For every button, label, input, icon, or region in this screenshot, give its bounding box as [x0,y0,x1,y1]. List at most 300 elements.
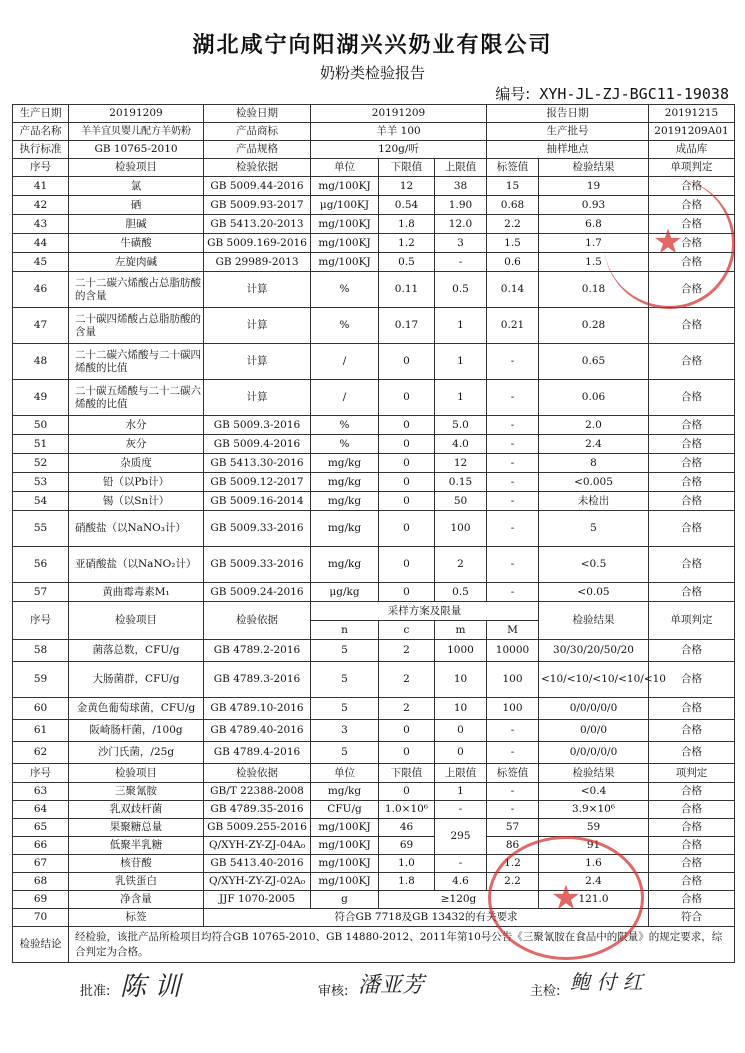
cell-result: 6.8 [539,215,649,234]
cell-label-value: - [487,801,539,819]
cell-M: - [487,720,539,742]
cell-seq: 44 [13,234,69,253]
cell-verdict: 合格 [649,492,735,511]
cell-basis: 计算 [204,308,311,344]
cell-basis: GB 5009.24-2016 [204,583,311,602]
cell-label-value: - [487,454,539,473]
cell-item: 金黄色葡萄球菌，CFU/g [69,698,204,720]
cell-lower: 1.0×10⁶ [379,801,435,819]
col-header-basis: 检验依据 [204,764,311,783]
cell-upper: - [435,855,487,873]
table-row [13,662,735,698]
report-title: 奶粉类检验报告 [319,64,425,82]
cell-verdict: 合格 [649,454,735,473]
cell-basis: JJF 1070-2005 [204,891,311,909]
cell-unit: / [311,380,379,416]
cell-item: 乳双歧杆菌 [69,801,204,819]
report-date: 20191215 [649,105,735,123]
cell-unit: mg/100KJ [311,819,379,837]
cell-seq: 66 [13,837,69,855]
cell-upper: 1 [435,308,487,344]
cell-M: - [487,742,539,764]
cell-result: 2.0 [539,416,649,435]
cell-n: 5 [311,640,379,662]
cell-verdict: 合格 [649,837,735,855]
cell-basis: GB 4789.3-2016 [204,662,311,698]
cell-item: 标签 [69,909,204,927]
cell-label-value: 0.68 [487,196,539,215]
col-header-seq: 序号 [13,602,69,640]
col-header-result: 检验结果 [539,159,649,177]
cell-verdict: 合格 [649,662,735,698]
cell-basis: GB 4789.35-2016 [204,801,311,819]
cell-seq: 65 [13,819,69,837]
cell-upper: 3 [435,234,487,253]
cell-seq: 58 [13,640,69,662]
cell-n: 5 [311,698,379,720]
table-row [13,473,735,492]
cell-unit: μg/kg [311,583,379,602]
cell-lower: 0.17 [379,308,435,344]
cell-seq: 62 [13,742,69,764]
cell-verdict: 符合 [649,909,735,927]
cell-upper: - [435,801,487,819]
cell-basis: 计算 [204,272,311,308]
cell-limit: ≥120g [379,891,539,909]
cell-basis: GB 5009.169-2016 [204,234,311,253]
cell-unit: mg/kg [311,473,379,492]
cell-n: 3 [311,720,379,742]
cell-lower: 0.11 [379,272,435,308]
cell-label-value: - [487,511,539,547]
cell-upper: 4.6 [435,873,487,891]
cell-seq: 42 [13,196,69,215]
cell-verdict: 合格 [649,801,735,819]
cell-item: 果聚糖总量 [69,819,204,837]
cell-result: 0.18 [539,272,649,308]
cell-verdict: 合格 [649,855,735,873]
cell-item: 牛磺酸 [69,234,204,253]
cell-basis: GB 5009.93-2017 [204,196,311,215]
cell-lower: 0 [379,344,435,380]
table-row [13,583,735,602]
cell-item: 菌落总数，CFU/g [69,640,204,662]
cell-unit: mg/100KJ [311,253,379,272]
cell-result: 5 [539,511,649,547]
cell-result: 未检出 [539,492,649,511]
col-header-c: c [379,621,435,640]
cell-basis: Q/XYH-ZY-ZJ-02A₀ [204,873,311,891]
col-header-verdict: 单项判定 [649,602,735,640]
header-row [13,764,735,783]
inspection-seal-stamp: ★ [488,836,644,960]
cell-n: 5 [311,742,379,764]
cell-item: 二十碳四烯酸占总脂肪酸的含量 [69,308,204,344]
cell-result: <0.005 [539,473,649,492]
col-header-item: 检验项目 [69,764,204,783]
cell-upper: 12.0 [435,215,487,234]
cell-unit: % [311,435,379,454]
cell-requirement: 符合GB 7718及GB 13432的有关要求 [204,909,649,927]
cell-result: <0.5 [539,547,649,583]
cell-seq: 59 [13,662,69,698]
table-row [13,698,735,720]
cell-upper: 100 [435,511,487,547]
cell-item: 大肠菌群，CFU/g [69,662,204,698]
cell-lower: 0 [379,473,435,492]
header-row [13,602,735,621]
cell-item: 灰分 [69,435,204,454]
cell-unit: mg/100KJ [311,177,379,196]
cell-seq: 51 [13,435,69,454]
cell-lower: 0 [379,380,435,416]
cell-verdict: 合格 [649,473,735,492]
cell-unit: mg/kg [311,454,379,473]
cell-result: 1.6 [539,855,649,873]
review-label: 审核: [318,984,349,999]
col-header-basis: 检验依据 [204,602,311,640]
cell-label-value: - [487,416,539,435]
cell-result: 91 [539,837,649,855]
test-date: 20191209 [311,105,487,123]
cell-label-value: 15 [487,177,539,196]
micro-section [13,602,735,764]
cell-seq: 67 [13,855,69,873]
cell-M: 100 [487,662,539,698]
cell-unit: mg/100KJ [311,837,379,855]
cell-item: 铅（以Pb计） [69,473,204,492]
cell-lower: 0 [379,435,435,454]
cell-result: 0/0/0/0/0 [539,742,649,764]
cell-label-value: 0.6 [487,253,539,272]
cell-lower: 0 [379,454,435,473]
cell-seq: 57 [13,583,69,602]
cell-lower: 0 [379,547,435,583]
cell-basis: GB 29989-2013 [204,253,311,272]
cell-lower: 1.0 [379,855,435,873]
report-date-label: 报告日期 [487,105,649,123]
cell-verdict: 合格 [649,720,735,742]
cell-upper: 0.5 [435,272,487,308]
cell-upper: 38 [435,177,487,196]
table-row [13,308,735,344]
col-header-M: M [487,621,539,640]
col-header-verdict: 项判定 [649,764,735,783]
table-row [13,380,735,416]
cell-label-value: - [487,344,539,380]
approver-signature: 陈 训 [120,972,181,1002]
table-row [13,435,735,454]
cell-seq: 60 [13,698,69,720]
cell-lower: 0 [379,511,435,547]
cell-basis: GB 5009.255-2016 [204,819,311,837]
col-header-basis: 检验依据 [204,159,311,177]
col-header-result: 检验结果 [539,602,649,640]
cell-unit: CFU/g [311,801,379,819]
col-header-m: m [435,621,487,640]
cell-basis: GB 5413.30-2016 [204,454,311,473]
table-row [13,720,735,742]
cell-label-value: 2.2 [487,215,539,234]
cell-label-value: - [487,380,539,416]
cell-basis: GB 4789.40-2016 [204,720,311,742]
cell-basis: GB 4789.4-2016 [204,742,311,764]
cell-seq: 61 [13,720,69,742]
cell-lower: 0 [379,492,435,511]
prod-date-label: 生产日期 [13,105,69,123]
inspector-signature: 鲍 付 红 [570,970,643,994]
cell-M: 100 [487,698,539,720]
standard: GB 10765-2010 [69,141,204,159]
cell-result: 0.28 [539,308,649,344]
cell-lower: 0.5 [379,253,435,272]
cell-verdict: 合格 [649,253,735,272]
col-header-seq: 序号 [13,159,69,177]
cell-seq: 69 [13,891,69,909]
cell-item: 二十二碳六烯酸与二十碳四烯酸的比值 [69,344,204,380]
cell-seq: 55 [13,511,69,547]
doc-no-value: XYH-JL-ZJ-BGC11-19038 [539,85,729,103]
cell-item: 二十碳五烯酸与二十二碳六烯酸的比值 [69,380,204,416]
conclusion-label: 检验结论 [13,927,69,963]
product-name: 羊羊宜贝婴儿配方羊奶粉 [69,123,204,141]
cell-basis: GB 5009.44-2016 [204,177,311,196]
product-name-label: 产品名称 [13,123,69,141]
cell-c: 2 [379,662,435,698]
cell-label-value: - [487,547,539,583]
cell-c: 2 [379,640,435,662]
cell-m: 10 [435,698,487,720]
cell-basis: GB 4789.2-2016 [204,640,311,662]
cell-lower: 46 [379,819,435,837]
standard-label: 执行标准 [13,141,69,159]
cell-unit: % [311,416,379,435]
cell-verdict: 合格 [649,698,735,720]
cell-item: 硝酸盐（以NaNO₃计） [69,511,204,547]
cell-seq: 52 [13,454,69,473]
cell-verdict: 合格 [649,308,735,344]
cell-verdict: 合格 [649,215,735,234]
col-header-n: n [311,621,379,640]
cell-verdict: 合格 [649,891,735,909]
cell-seq: 43 [13,215,69,234]
col-header-item: 检验项目 [69,602,204,640]
cell-basis: GB 5009.33-2016 [204,547,311,583]
cell-unit: g [311,891,379,909]
cell-item: 锡（以Sn计） [69,492,204,511]
cell-basis: GB/T 22388-2008 [204,783,311,801]
cell-verdict: 合格 [649,583,735,602]
cell-lower: 0.54 [379,196,435,215]
cell-label-value: 1.5 [487,234,539,253]
cell-n: 5 [311,662,379,698]
cell-item: 硒 [69,196,204,215]
cell-lower: 1.2 [379,234,435,253]
cell-verdict: 合格 [649,547,735,583]
cell-item: 核苷酸 [69,855,204,873]
cell-label-value: - [487,473,539,492]
cell-verdict: 合格 [649,640,735,662]
cell-m: 0 [435,742,487,764]
table-row [13,819,735,837]
cell-upper: 5.0 [435,416,487,435]
cell-label-value: - [487,435,539,454]
cell-result: <10/<10/<10/<10/<10 [539,662,649,698]
col-header-item: 检验项目 [69,159,204,177]
cell-unit: mg/kg [311,492,379,511]
cell-item: 杂质度 [69,454,204,473]
cell-unit: mg/100KJ [311,855,379,873]
cell-seq: 64 [13,801,69,819]
cell-item: 二十二碳六烯酸占总脂肪酸的含量 [69,272,204,308]
cell-lower: 0 [379,416,435,435]
cell-M: 10000 [487,640,539,662]
col-header-lower: 下限值 [379,159,435,177]
table-row [13,547,735,583]
cell-result: 121.0 [539,891,649,909]
cell-unit: mg/kg [311,783,379,801]
cell-verdict: 合格 [649,344,735,380]
cell-basis: GB 5009.16-2014 [204,492,311,511]
cell-verdict: 合格 [649,873,735,891]
cell-unit: / [311,344,379,380]
col-header-unit: 单位 [311,764,379,783]
cell-label-value: 1.2 [487,855,539,873]
batch: 20191209A01 [649,123,735,141]
company-seal-stamp: ★ [604,178,735,309]
sample-place-label: 抽样地点 [487,141,649,159]
cell-seq: 68 [13,873,69,891]
cell-seq: 41 [13,177,69,196]
table-row [13,492,735,511]
spec: 120g/听 [311,141,487,159]
cell-label-value: 0.21 [487,308,539,344]
col-header-sampling-plan: 采样方案及限量 [311,602,539,621]
cell-seq: 54 [13,492,69,511]
cell-unit: mg/100KJ [311,873,379,891]
table-row [13,511,735,547]
cell-basis: GB 5009.4-2016 [204,435,311,454]
cell-seq: 47 [13,308,69,344]
cell-upper: 1 [435,344,487,380]
cell-result: 30/30/20/50/20 [539,640,649,662]
cell-seq: 46 [13,272,69,308]
brand-label: 产品商标 [204,123,311,141]
sample-place: 成品库 [649,141,735,159]
cell-seq: 49 [13,380,69,416]
cell-result: 3.9×10⁶ [539,801,649,819]
table-row [13,742,735,764]
col-header-label-value: 标签值 [487,764,539,783]
cell-verdict: 合格 [649,742,735,764]
cell-verdict: 合格 [649,819,735,837]
cell-label-value: - [487,492,539,511]
cell-m: 1000 [435,640,487,662]
table-row [13,454,735,473]
cell-upper: 0.5 [435,583,487,602]
cell-verdict: 合格 [649,380,735,416]
cell-upper: 295 [435,819,487,855]
cell-item: 阪崎肠杆菌，/100g [69,720,204,742]
table-row [13,837,735,855]
cell-item: 三聚氰胺 [69,783,204,801]
cell-c: 2 [379,698,435,720]
cell-upper: 1 [435,380,487,416]
cell-unit: mg/100KJ [311,215,379,234]
cell-upper: 2 [435,547,487,583]
cell-result: <0.4 [539,783,649,801]
cell-verdict: 合格 [649,272,735,308]
cell-basis: 计算 [204,380,311,416]
brand: 羊羊 100 [311,123,487,141]
cell-item: 乳铁蛋白 [69,873,204,891]
cell-unit: mg/kg [311,547,379,583]
col-header-label-value: 标签值 [487,159,539,177]
cell-seq: 70 [13,909,69,927]
approve-label: 批准: [80,984,111,999]
table-row [13,640,735,662]
cell-item: 黄曲霉毒素M₁ [69,583,204,602]
cell-upper: - [435,253,487,272]
cell-verdict: 合格 [649,177,735,196]
cell-seq: 56 [13,547,69,583]
cell-m: 0 [435,720,487,742]
cell-result: <0.05 [539,583,649,602]
cell-basis: GB 5413.40-2016 [204,855,311,873]
cell-verdict: 合格 [649,783,735,801]
cell-basis: GB 5009.33-2016 [204,511,311,547]
col-header-upper: 上限值 [435,159,487,177]
cell-unit: mg/kg [311,511,379,547]
product-info [13,105,735,159]
company-title: 湖北咸宁向阳湖兴兴奶业有限公司 [192,33,553,58]
test-date-label: 检验日期 [204,105,311,123]
doc-no-label: 编号: [495,85,531,103]
cell-lower: 0 [379,583,435,602]
cell-label-value: 0.14 [487,272,539,308]
cell-basis: GB 4789.10-2016 [204,698,311,720]
cell-basis: GB 5413.20-2013 [204,215,311,234]
cell-result: 2.4 [539,873,649,891]
cell-upper: 1.90 [435,196,487,215]
reviewer-signature: 潘亚芳 [358,973,425,998]
cell-label-value: - [487,783,539,801]
table-row [13,801,735,819]
cell-verdict: 合格 [649,234,735,253]
table-row [13,344,735,380]
signature-area [0,962,745,1022]
inspect-label: 主检: [530,984,561,999]
cell-upper: 1 [435,783,487,801]
cell-label-value: 86 [487,837,539,855]
document-number [495,83,729,104]
spec-label: 产品规格 [204,141,311,159]
cell-c: 0 [379,742,435,764]
cell-result: 0.65 [539,344,649,380]
cell-lower: 1.8 [379,873,435,891]
cell-item: 亚硝酸盐（以NaNO₂计） [69,547,204,583]
cell-lower: 1.8 [379,215,435,234]
cell-result: 0/0/0 [539,720,649,742]
cell-upper: 50 [435,492,487,511]
cell-unit: mg/100KJ [311,234,379,253]
cell-seq: 50 [13,416,69,435]
cell-c: 0 [379,720,435,742]
cell-result: 8 [539,454,649,473]
cell-label-value: 57 [487,819,539,837]
cell-verdict: 合格 [649,416,735,435]
cell-lower: 0 [379,783,435,801]
